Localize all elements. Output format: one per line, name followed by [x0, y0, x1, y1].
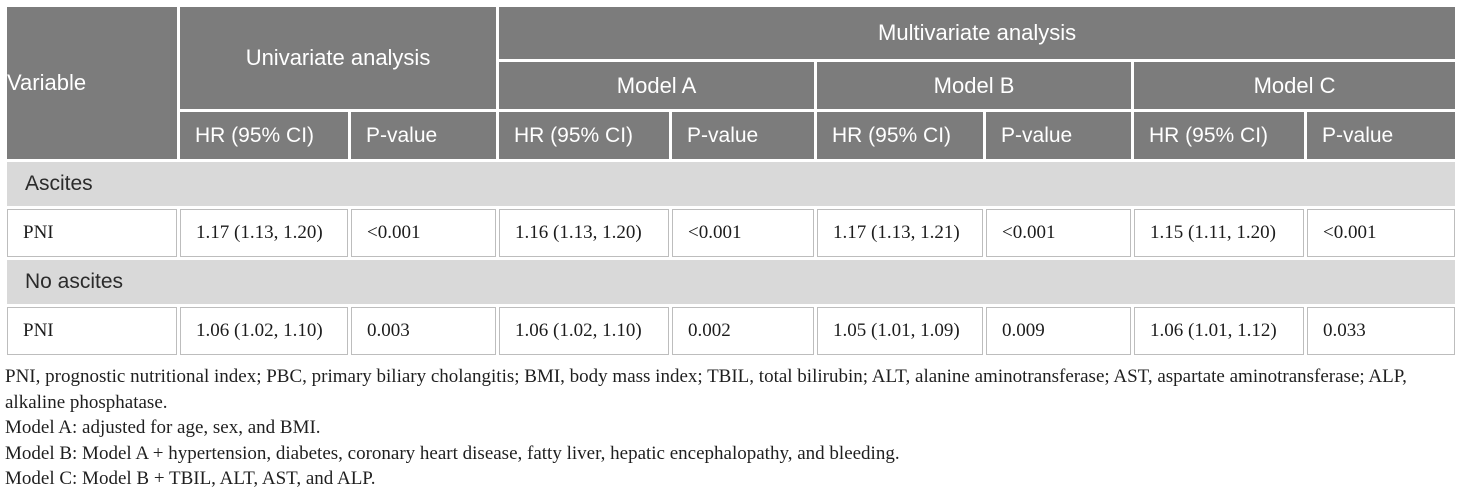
cell-model-b-p: <0.001 — [986, 209, 1131, 257]
cell-univariate-p: 0.003 — [351, 307, 496, 355]
section-row-ascites — [7, 162, 1455, 206]
row-variable: PNI — [7, 209, 177, 257]
table-row-no-ascites-pni — [7, 307, 1455, 355]
subheader-model-a-p: P-value — [672, 112, 814, 159]
cell-model-c-hr: 1.06 (1.01, 1.12) — [1134, 307, 1304, 355]
row-variable: PNI — [7, 307, 177, 355]
subheader-model-b-hr: HR (95% CI) — [817, 112, 983, 159]
footnote-model-a: Model A: adjusted for age, sex, and BMI. — [5, 417, 321, 438]
header-univariate-analysis: Univariate analysis — [180, 7, 496, 109]
header-variable: Variable — [7, 7, 177, 159]
subheader-model-c-hr: HR (95% CI) — [1134, 112, 1304, 159]
subheader-model-a-hr: HR (95% CI) — [499, 112, 669, 159]
section-row-no-ascites — [7, 260, 1455, 304]
table-row-ascites-pni — [7, 209, 1455, 257]
header-model-c: Model C — [1134, 62, 1455, 109]
results-table — [4, 4, 1458, 358]
cell-model-b-hr: 1.17 (1.13, 1.21) — [817, 209, 983, 257]
cell-univariate-hr: 1.17 (1.13, 1.20) — [180, 209, 348, 257]
cell-model-a-p: <0.001 — [672, 209, 814, 257]
subheader-model-b-p: P-value — [986, 112, 1131, 159]
cell-model-a-hr: 1.16 (1.13, 1.20) — [499, 209, 669, 257]
cell-model-a-p: 0.002 — [672, 307, 814, 355]
section-label-no-ascites: No ascites — [7, 260, 1455, 304]
header-multivariate-analysis: Multivariate analysis — [499, 7, 1455, 59]
subheader-univariate-hr: HR (95% CI) — [180, 112, 348, 159]
cell-model-b-hr: 1.05 (1.01, 1.09) — [817, 307, 983, 355]
cell-model-a-hr: 1.06 (1.02, 1.10) — [499, 307, 669, 355]
subheader-model-c-p: P-value — [1307, 112, 1455, 159]
section-label-ascites: Ascites — [7, 162, 1455, 206]
cell-model-c-hr: 1.15 (1.11, 1.20) — [1134, 209, 1304, 257]
header-model-b: Model B — [817, 62, 1131, 109]
cell-model-c-p: <0.001 — [1307, 209, 1455, 257]
cell-model-b-p: 0.009 — [986, 307, 1131, 355]
cell-model-c-p: 0.033 — [1307, 307, 1455, 355]
footnote-model-c: Model C: Model B + TBIL, ALT, AST, and ALP. — [5, 468, 376, 489]
cell-univariate-hr: 1.06 (1.02, 1.10) — [180, 307, 348, 355]
results-table-container — [4, 4, 1458, 358]
subheader-univariate-p: P-value — [351, 112, 496, 159]
cell-univariate-p: <0.001 — [351, 209, 496, 257]
table-footnotes — [5, 364, 1456, 492]
header-model-a: Model A — [499, 62, 814, 109]
footnote-abbreviations: PNI, prognostic nutritional index; PBC, primary biliary cholangitis; BMI, body mass index; TBIL, total bilirubin; ALT, alanine aminotransferase; AST, aspartate aminotransferase; ALP, alkaline phosphatase. — [5, 366, 1407, 413]
footnote-model-b: Model B: Model A + hypertension, diabetes, coronary heart disease, fatty liver, hepatic encephalopathy, and bleeding. — [5, 442, 900, 464]
